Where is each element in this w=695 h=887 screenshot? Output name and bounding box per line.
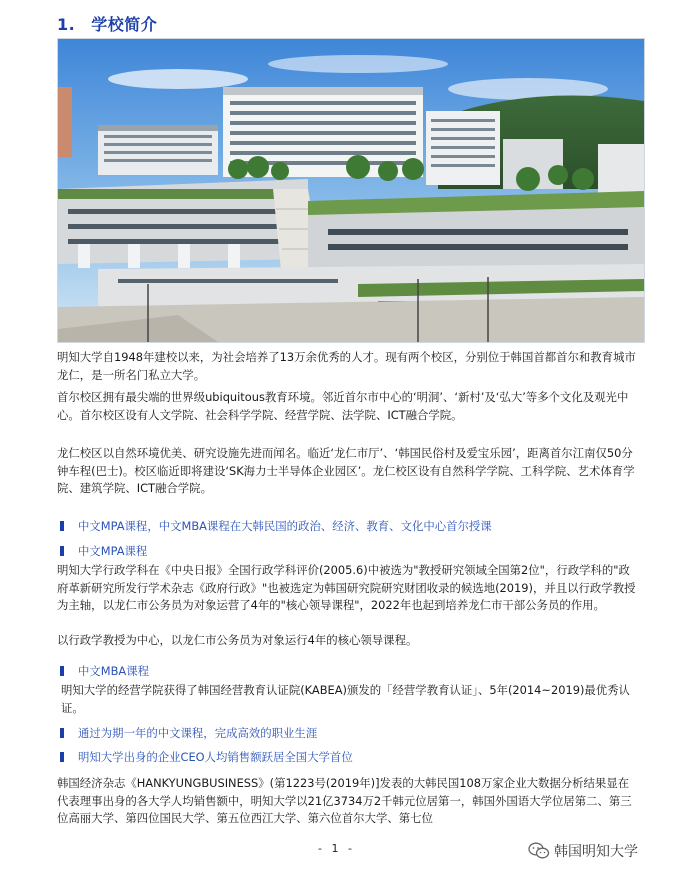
bullet-marker <box>60 666 64 676</box>
page-number: - 1 - <box>318 842 355 855</box>
bullet-marker <box>60 728 64 738</box>
mpa-paragraph-2: 以行政学教授为中心，以龙仁市公务员为对象运行4年的核心领导课程。 <box>57 633 418 647</box>
bullet-marker <box>60 546 64 556</box>
heading-text: 通过为期一年的中文课程，完成高效的职业生涯 <box>78 726 318 740</box>
intro-paragraph-3: 龙仁校区以自然环境优美、研究设施先进而闻名。临近‘龙仁市厅’、‘韩国民俗村及爱宝乐园’，距离首尔江南仅50分钟车程(巴士)。校区临近即将建设‘SK海力士半导体企业园区’。龙仁校区设有自然科学学院、工科学院、艺术体育学院、建筑学院、ICT融合学院。 <box>57 446 635 496</box>
heading-seoul-courses <box>60 518 492 534</box>
heading-text: 中文MPA课程 <box>78 544 148 558</box>
ceo-paragraph-1: 韩国经济杂志《HANKYUNGBUSINESS》(第1223号(2019年)]发表的大韩民国108万家企业大数据分析结果显在代表理事出身的各大学人均销售额中，明知大学以21亿3734万2千韩元位居第一，韩国外国语大学位居第二、第三位高丽大学、第四位国民大学、第五位西江大学、第六位首尔大学、第七位 <box>57 776 632 826</box>
heading-text: 中文MBA课程 <box>78 664 149 678</box>
heading-text: 明知大学出身的企业CEO人均销售额跃居全国大学首位 <box>78 750 353 764</box>
campus-photo <box>57 38 645 343</box>
bullet-marker <box>60 521 64 531</box>
section-number: 1. <box>57 15 76 34</box>
bullet-marker <box>60 752 64 762</box>
section-title <box>57 12 157 35</box>
heading-one-year-course <box>60 725 317 741</box>
heading-text: 中文MPA课程，中文MBA课程在大韩民国的政治、经济、教育、文化中心首尔授课 <box>78 519 492 533</box>
mpa-paragraph-1: 明知大学行政学科在《中央日报》全国行政学科评价(2005.6)中被选为"教授研究领域全国第2位"，行政学科的"政府革新研究所发行学术杂志《政府行政》"也被选定为韩国研究院研究财团收录的候选地(2019)，并且以行政学教授为主轴，以龙仁市公务员为对象运营了4年的"核心领导课程"，2022年也起到培养龙仁市干部公务员的作用。 <box>57 563 636 613</box>
mba-paragraph-1: 明知大学的经营学院获得了韩国经营教育认证院(KABEA)颁发的「经营学教育认证」、5年(2014~2019)最优秀认证。 <box>61 683 630 715</box>
heading-mpa <box>60 543 147 559</box>
watermark-text: 韩国明知大学 <box>554 844 638 860</box>
intro-paragraph-2: 首尔校区拥有最尖端的世界级ubiquitous教育环境。邻近首尔市中心的‘明洞’、‘新村’及‘弘大’等多个文化及观光中心。首尔校区设有人文学院、社会科学学院、经营学院、法学院、ICT融合学院。 <box>57 390 629 422</box>
intro-paragraph-1: 明知大学自1948年建校以来，为社会培养了13万余优秀的人才。现有两个校区，分别位于韩国首都首尔和教育城市龙仁，是一所名门私立大学。 <box>57 350 636 382</box>
wechat-watermark <box>528 841 638 861</box>
heading-mba <box>60 663 149 679</box>
heading-ceo-ranking <box>60 749 353 765</box>
section-title-text: 学校简介 <box>91 15 158 34</box>
wechat-icon <box>528 842 550 860</box>
